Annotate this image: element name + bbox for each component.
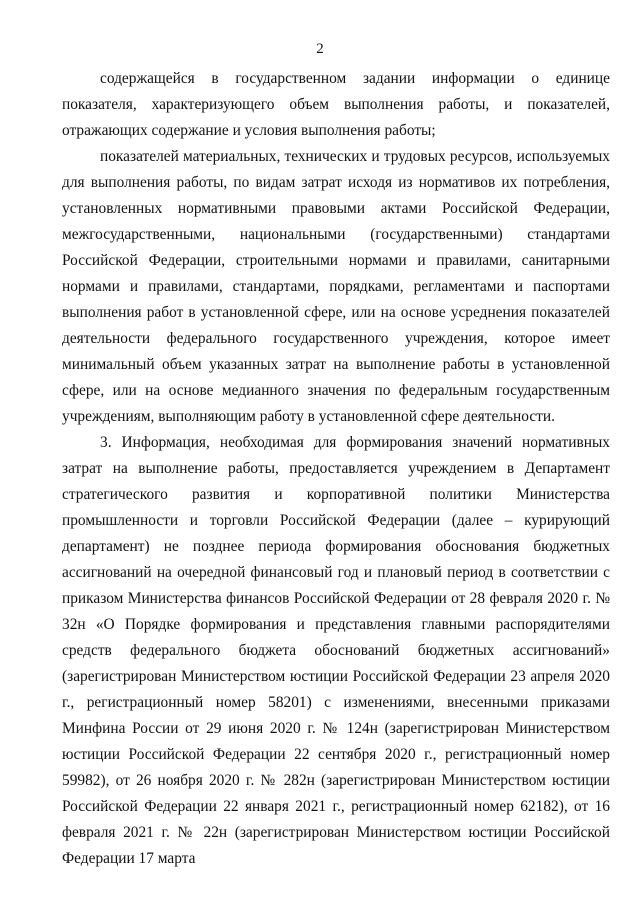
document-body — [62, 66, 610, 872]
paragraph-continuation: содержащейся в государственном задании информации о единице показателя, характеризующего объем выполнения работы, и показателей, отражающих содержание и условия выполнения работы; — [62, 70, 610, 139]
page-number: 2 — [316, 41, 324, 57]
paragraph-item-3: 3. Информация, необходимая для формирования значений нормативных затрат на выполнение работы, предоставляется учреждением в Департамент стратегического развития и корпоративной политики Министерства промышленности и торговли Российской Федерации (далее – курирующий департамент) не позднее периода формирования обоснования бюджетных ассигнований на очередной финансовый год и плановый период в соответствии с приказом Министерства финансов Российской Федерации от 28 февраля 2020 г. № 32н «О Порядке формирования и представления главными распорядителями средств федерального бюджета обоснований бюджетных ассигнований» (зарегистрирован Министерством юстиции Российской Федерации 23 апреля 2020 г., регистрационный номер 58201) с изменениями, внесенными приказами Минфина России от 29 июня 2020 г. № 124н (зарегистрирован Министерством юстиции Российской Федерации 22 сентября 2020 г., регистрационный номер 59982), от 26 ноября 2020 г. № 282н (зарегистрирован Министерством юстиции Российской Федерации 22 января 2021 г., регистрационный номер 62182), от 16 февраля 2021 г. № 22н (зарегистрирован Министерством юстиции Российской Федерации 17 марта — [62, 434, 610, 867]
paragraph-resources: показателей материальных, технических и трудовых ресурсов, используемых для выполнения работы, по видам затрат исходя из нормативов их потребления, установленных нормативными правовыми актами Российской Федерации, межгосударственными, национальными (государственными) стандартами Российской Федерации, строительными нормами и правилами, санитарными нормами и правилами, стандартами, порядками, регламентами и паспортами выполнения работ в установленной сфере, или на основе усреднения показателей деятельности федерального государственного учреждения, которое имеет минимальный объем указанных затрат на выполнение работы в установленной сфере, или на основе медианного значения по федеральным государственным учреждениям, выполняющим работу в установленной сфере деятельности. — [62, 148, 610, 425]
